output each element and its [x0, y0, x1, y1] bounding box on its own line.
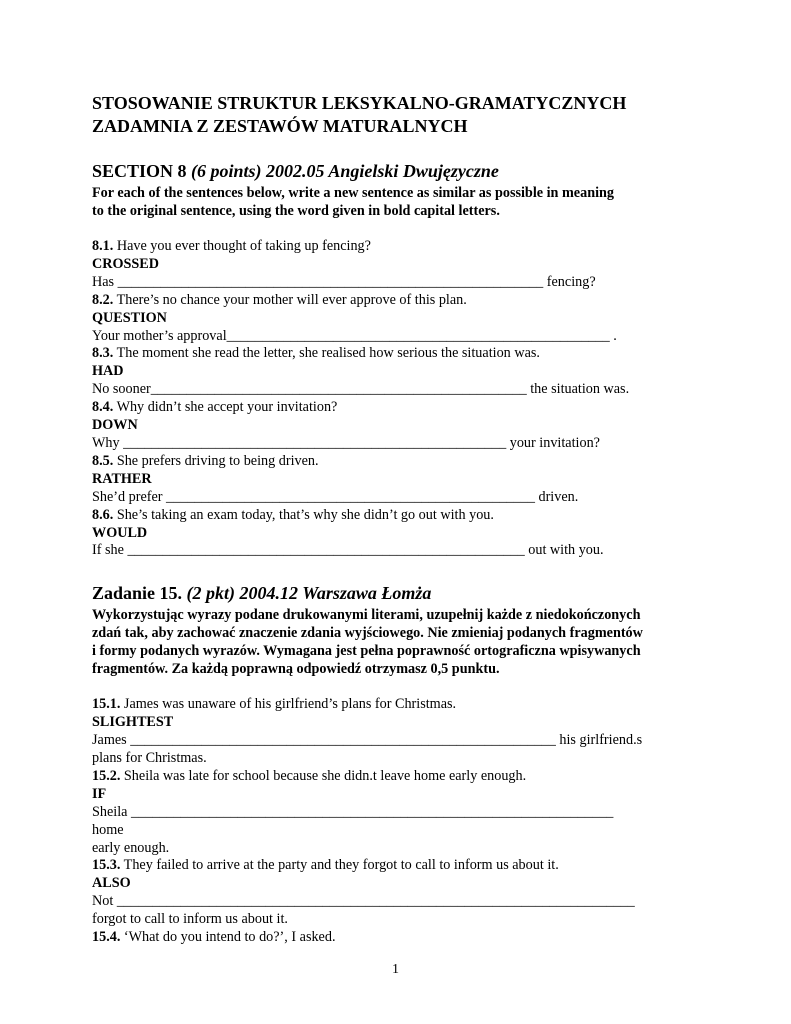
zadanie-15-heading: [92, 582, 712, 604]
answer-line[interactable]: Why ______________________________________________________ your invitation?: [92, 434, 600, 451]
zadanie-15-instruction-line: Wykorzystując wyrazy podane drukowanymi literami, uzupełnij każde z niedokończonych: [92, 607, 641, 624]
answer-line-continuation: home: [92, 821, 124, 838]
zadanie-15-instruction-line: zdań tak, aby zachować znaczenie zdania wyjściowego. Nie zmieniaj podanych fragmentów: [92, 625, 643, 642]
keyword: ALSO: [92, 875, 131, 892]
keyword: CROSSED: [92, 255, 160, 272]
question-15-1: [92, 696, 712, 714]
question-number: 15.3.: [92, 857, 121, 874]
keyword: QUESTION: [92, 309, 167, 326]
answer-line[interactable]: Sheila ____________________________________________________________________: [92, 803, 614, 820]
question-text: She prefers driving to being driven.: [113, 452, 319, 469]
zadanie-15-heading-plain: Zadanie 15.: [92, 583, 183, 604]
question-15-2: [92, 768, 712, 786]
document-title-line-2: ZADAMNIA Z ZESTAWÓW MATURALNYCH: [92, 116, 468, 136]
question-number: 8.3.: [92, 345, 114, 362]
section-8-items: [92, 238, 712, 560]
keyword: HAD: [92, 363, 124, 380]
question-8-4: [92, 399, 712, 417]
zadanie-15-items: [92, 696, 712, 947]
answer-line[interactable]: Not _________________________________________________________________________: [92, 893, 635, 910]
answer-line[interactable]: James ____________________________________________________________ his girlfriend.s: [92, 732, 643, 749]
question-8-1: [92, 238, 712, 256]
question-number: 8.5.: [92, 452, 114, 469]
question-number: 8.1.: [92, 238, 114, 254]
question-15-3: [92, 857, 712, 875]
question-number: 8.2.: [92, 291, 114, 308]
question-8-5: [92, 453, 712, 471]
section-8-heading-plain: SECTION 8: [92, 161, 187, 181]
question-text: Have you ever thought of taking up fencing?: [113, 238, 371, 254]
question-text: There’s no chance your mother will ever approve of this plan.: [113, 291, 467, 308]
zadanie-15-instruction-line: i formy podanych wyrazów. Wymagana jest pełna poprawność ortograficzna wpisywanych: [92, 643, 641, 660]
answer-line[interactable]: Your mother’s approval______________________________________________________ .: [92, 327, 617, 344]
question-text: James was unaware of his girlfriend’s plans for Christmas.: [120, 696, 457, 713]
keyword: SLIGHTEST: [92, 714, 174, 731]
answer-line-continuation: early enough.: [92, 839, 170, 856]
answer-line-continuation: forgot to call to inform us about it.: [92, 911, 288, 928]
question-number: 8.6.: [92, 506, 114, 523]
question-15-4: [92, 929, 712, 947]
answer-line[interactable]: No sooner_____________________________________________________ the situation was.: [92, 381, 630, 398]
question-8-2: [92, 292, 712, 310]
question-number: 15.2.: [92, 767, 121, 784]
question-text: The moment she read the letter, she realised how serious the situation was.: [113, 345, 540, 362]
keyword: IF: [92, 785, 107, 802]
section-8-heading: [92, 160, 712, 182]
answer-line[interactable]: If she ________________________________________________________ out with you.: [92, 542, 604, 559]
answer-line-continuation: plans for Christmas.: [92, 750, 207, 767]
keyword: RATHER: [92, 470, 152, 487]
keyword: WOULD: [92, 524, 148, 541]
question-text: She’s taking an exam today, that’s why she didn’t go out with you.: [113, 506, 494, 523]
document-title-line-1: STOSOWANIE STRUKTUR LEKSYKALNO-GRAMATYCZNYCH: [92, 93, 627, 113]
question-number: 15.4.: [92, 929, 121, 946]
document-page: [92, 92, 712, 947]
zadanie-15-instruction-line: fragmentów. Za każdą poprawną odpowiedź otrzymasz 0,5 punktu.: [92, 661, 500, 678]
question-8-6: [92, 507, 712, 525]
section-8-instruction-line-2: to the original sentence, using the word given in bold capital letters.: [92, 203, 500, 219]
question-8-3: [92, 345, 712, 363]
section-8-instruction-line-1: For each of the sentences below, write a new sentence as similar as possible in meaning: [92, 185, 615, 201]
question-text: They failed to arrive at the party and they forgot to call to inform us about it.: [120, 857, 559, 874]
question-text: ‘What do you intend to do?’, I asked.: [120, 929, 336, 946]
section-8-heading-italic: (6 points) 2002.05 Angielski Dwujęzyczne: [191, 161, 499, 181]
answer-line[interactable]: Has ____________________________________________________________ fencing?: [92, 273, 596, 290]
section-8-instruction: [92, 184, 712, 220]
zadanie-15-instruction: [92, 606, 712, 678]
keyword: DOWN: [92, 417, 138, 434]
question-number: 8.4.: [92, 399, 114, 416]
question-text: Sheila was late for school because she didn.t leave home early enough.: [120, 767, 527, 784]
question-text: Why didn’t she accept your invitation?: [113, 399, 338, 416]
answer-line[interactable]: She’d prefer ____________________________________________________ driven.: [92, 488, 579, 505]
zadanie-15-heading-italic: (2 pkt) 2004.12 Warszawa Łomża: [186, 583, 432, 604]
question-number: 15.1.: [92, 696, 121, 713]
page-number: 1: [392, 962, 399, 977]
